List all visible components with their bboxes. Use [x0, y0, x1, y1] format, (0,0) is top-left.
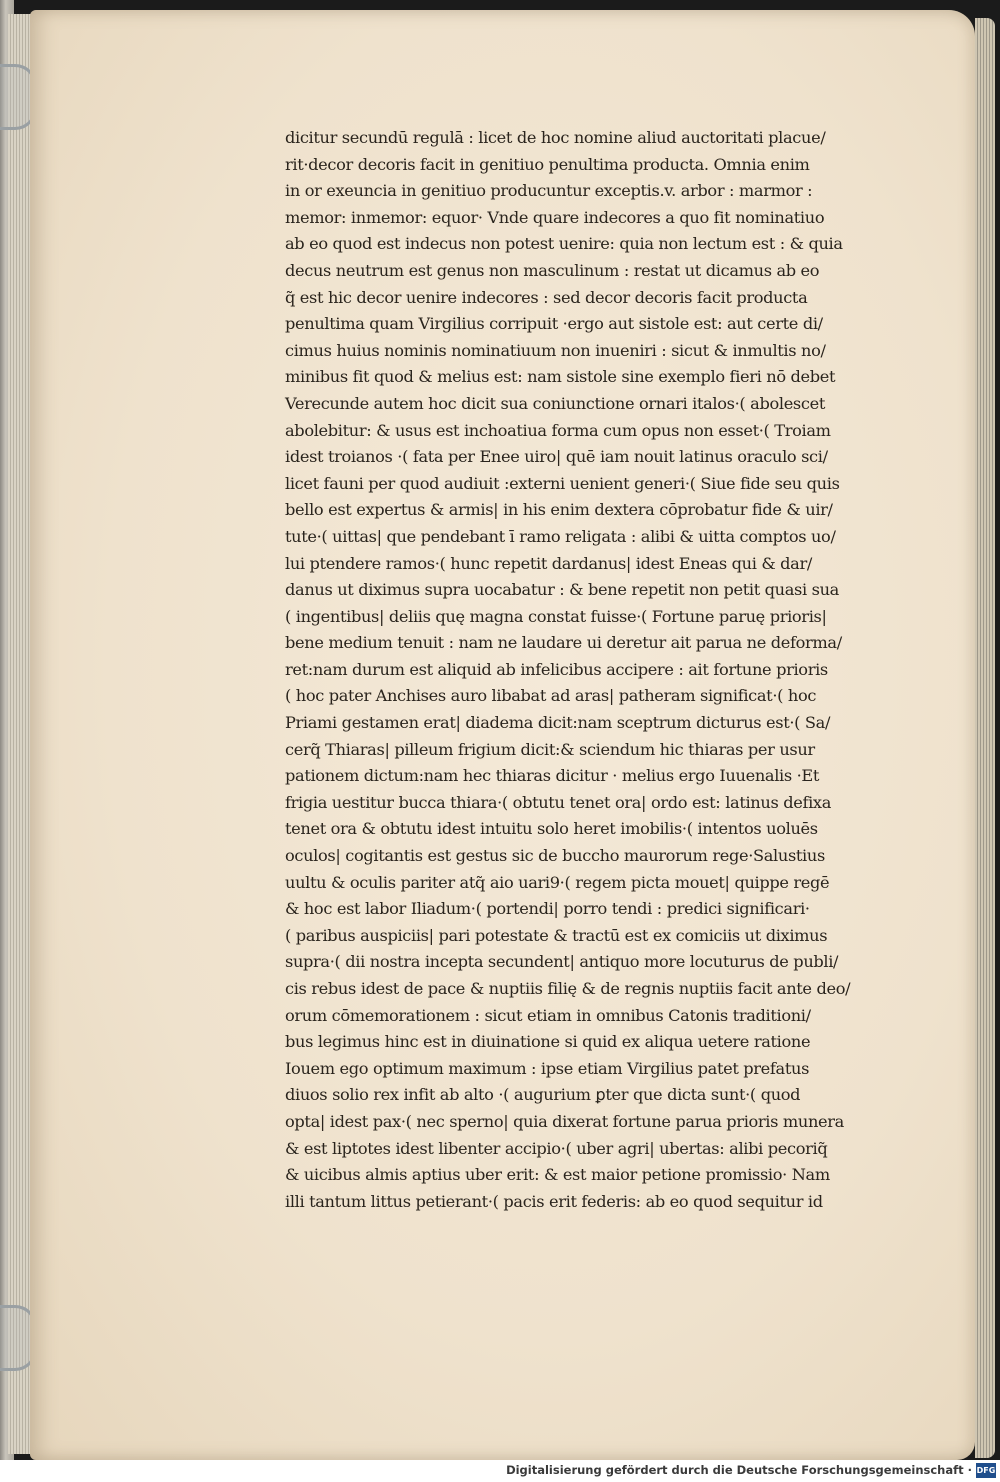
text-line: decus neutrum est genus non masculinum : restat ut dicamus ab eo [285, 260, 820, 280]
text-line: bene medium tenuit : nam ne laudare ui deretur ait parua ne deforma/ [285, 633, 842, 653]
funding-credit: Digitalisierung gefördert durch die Deutsche Forschungsgemeinschaft · [506, 1463, 972, 1477]
text-line: Verecunde autem hoc dicit sua coniunctione ornari italos·( abolescet [285, 393, 825, 413]
text-line: tenet ora & obtutu idest intuitu solo heret imobilis·( intentos uoluēs [285, 819, 818, 839]
text-line: ( ingentibus| deliis quę magna constat fuisse·( Fortune paruę prioris| [285, 606, 827, 626]
text-line: cimus huius nominis nominatiuum non inueniri : sicut & inmultis no/ [285, 340, 826, 360]
text-line: pationem dictum:nam hec thiaras dicitur · melius ergo Iuuenalis ·Et [285, 766, 820, 786]
text-line: danus ut diximus supra uocabatur : & bene repetit non petit quasi sua [285, 580, 839, 600]
text-line: ret:nam durum est aliquid ab infelicibus accipere : ait fortune prioris [285, 659, 828, 679]
text-line: penultima quam Virgilius corripuit ·ergo aut sistole est: aut certe di/ [285, 314, 823, 334]
text-line: Iouem ego optimum maximum : ipse etiam Virgilius patet prefatus [285, 1058, 810, 1078]
text-line: ( hoc pater Anchises auro libabat ad aras| patheram significat·( hoc [285, 686, 817, 706]
text-line: ab eo quod est indecus non potest uenire: quia non lectum est : & quia [285, 234, 843, 254]
text-line: licet fauni per quod audiuit :externi uenient generi·( Siue fide seu quis [285, 473, 840, 493]
text-line: cis rebus idest de pace & nuptiis filię & de regnis nuptiis facit ante deo/ [285, 979, 851, 998]
page-stack-right [975, 18, 995, 1458]
text-line: abolebitur: & usus est inchoatiua forma cum opus non esset·( Troiam [285, 420, 831, 440]
text-line: frigia uestitur bucca thiara·( obtutu tenet ora| ordo est: latinus defixa [285, 792, 831, 812]
footer-bar [0, 1460, 1000, 1482]
text-line: dicitur secundū regulā : licet de hoc nomine aliud auctoritati placue/ [285, 128, 826, 147]
text-line: & est liptotes idest libenter accipio·( uber agri| ubertas: alibi pecoriq̃ [285, 1138, 828, 1158]
text-line: & uicibus almis aptius uber erit: & est maior petione promissio· Nam [285, 1165, 830, 1185]
text-line: illi tantum littus petierant·( pacis erit federis: ab eo quod sequitur id [285, 1191, 823, 1211]
text-line: opta| idest pax·( nec sperno| quia dixerat fortune parua prioris munera [285, 1111, 844, 1131]
text-line: tute·( uittas| que pendebant ī ramo religata : alibi & uitta comptos uo/ [285, 526, 836, 546]
text-line: supra·( dii nostra incepta secundent| antiquo more locuturus de publi/ [285, 952, 839, 972]
text-line: q̃ est hic decor uenire indecores : sed decor decoris facit producta [285, 287, 808, 307]
text-line: uultu & oculis pariter atq̃ aio uari9·( regem picta mouet| quippe regē [285, 872, 830, 892]
text-line: orum cōmemorationem : sicut etiam in omnibus Catonis traditioni/ [285, 1005, 811, 1025]
text-line: oculos| cogitantis est gestus sic de buccho maurorum rege·Salustius [285, 846, 825, 866]
text-line: ( paribus auspiciis| pari potestate & tractū est ex comiciis ut diximus [285, 925, 828, 945]
text-line: bus legimus hinc est in diuinatione si quid ex aliqua uetere ratione [285, 1032, 811, 1052]
text-line: memor: inmemor: equor· Vnde quare indecores a quo fit nominatiuo [285, 207, 825, 227]
text-line: rit·decor decoris facit in genitiuo penultima producta. Omnia enim [285, 154, 810, 174]
text-line: in or exeuncia in genitiuo producuntur exceptis.v. arbor : marmor : [285, 181, 813, 201]
text-line: Priami gestamen erat| diadema dicit:nam sceptrum dicturus est·( Sa/ [285, 713, 831, 733]
text-line: cerq̃ Thiaras| pilleum frigium dicit:& sciendum hic thiaras per usur [285, 739, 815, 759]
text-line: diuos solio rex infit ab alto ·( augurium ꝑter que dicta sunt·( quod [285, 1085, 801, 1105]
text-line: & hoc est labor Iliadum·( portendi| porro tendi : predici significari· [285, 899, 810, 919]
text-line: idest troianos ·( fata per Enee uiro| quē iam nouit latinus oraculo sci/ [285, 447, 828, 467]
text-line: lui ptendere ramos·( hunc repetit dardanus| idest Eneas qui & dar/ [285, 553, 812, 573]
text-line: bello est expertus & armis| in his enim dextera cōprobatur fide & uir/ [285, 500, 833, 520]
dfg-logo: DFG [976, 1463, 996, 1478]
text-column [285, 125, 885, 1215]
text-line: minibus fit quod & melius est: nam sistole sine exemplo fieri nō debet [285, 367, 836, 387]
